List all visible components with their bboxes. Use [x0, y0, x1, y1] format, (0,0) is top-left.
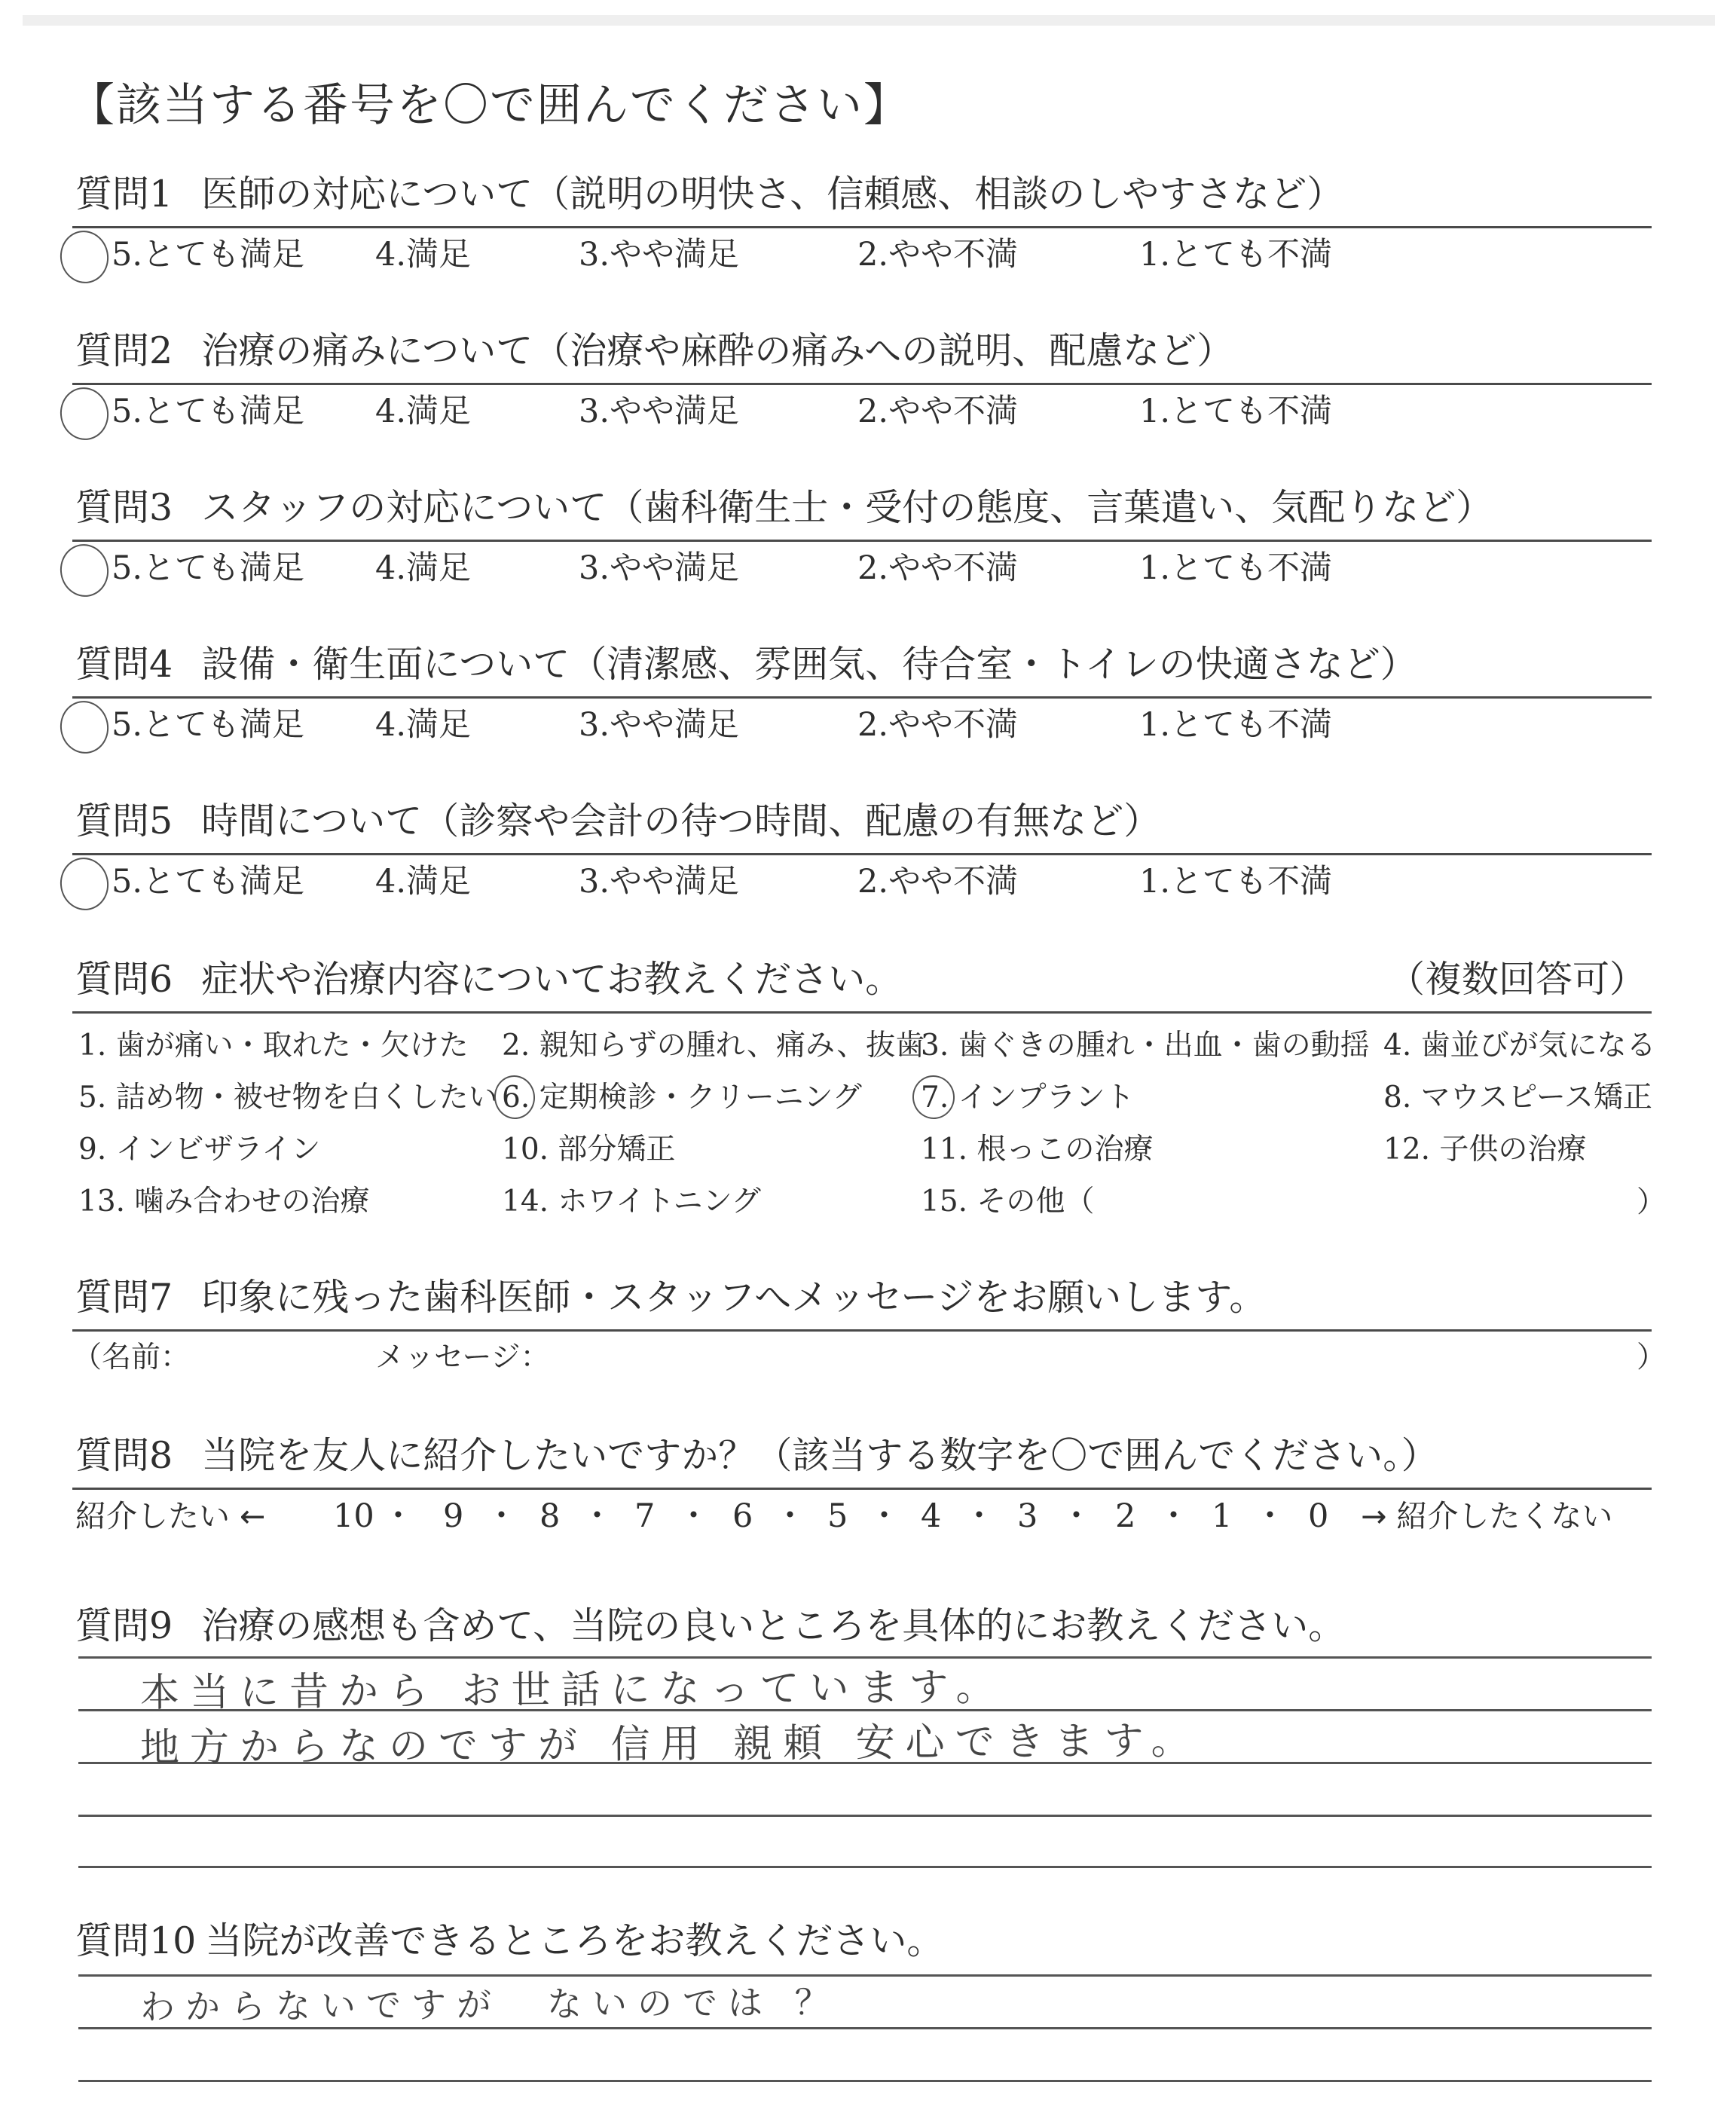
- q8-scale-9[interactable]: 9: [443, 1497, 464, 1535]
- q4-answer-circle[interactable]: [56, 697, 112, 757]
- q5-option-1[interactable]: 1.とても不満: [1139, 863, 1333, 901]
- q8-scale-separator: ・: [382, 1497, 414, 1535]
- q5-option-5[interactable]: 5.とても満足: [112, 863, 305, 901]
- q9-rule-4: [78, 1815, 1652, 1817]
- q3-rule: [72, 540, 1652, 542]
- q8-scale-separator: ・: [677, 1497, 710, 1535]
- q1-text: 医師の対応について（説明の明快さ、信頼感、相談のしやすさなど）: [201, 173, 1344, 216]
- q1-option-2[interactable]: 2.やや不満: [857, 236, 1019, 274]
- q1-option-4[interactable]: 4.満足: [375, 236, 472, 274]
- q6-option-7[interactable]: 7. インプラント: [921, 1081, 1135, 1115]
- q5-option-4[interactable]: 4.満足: [375, 863, 472, 901]
- scan-edge: [23, 15, 1715, 26]
- q3-answer-circle[interactable]: [56, 540, 112, 601]
- q5-header: [75, 799, 1160, 844]
- q4-option-2[interactable]: 2.やや不満: [857, 706, 1019, 744]
- q6-label: 質問6: [75, 958, 173, 1001]
- q3-header: [75, 485, 1493, 531]
- q8-scale-2[interactable]: 2: [1115, 1497, 1136, 1535]
- form-title: 【該当する番号を〇で囲んでください】: [69, 79, 910, 132]
- q1-rule: [72, 226, 1652, 228]
- q9-answer-line-2[interactable]: 地方からなのですが 信用 親頼 安心できます。: [139, 1718, 1201, 1771]
- q5-rule: [72, 853, 1652, 855]
- q8-scale-1[interactable]: 1: [1212, 1497, 1233, 1535]
- q8-scale-10[interactable]: 10: [333, 1497, 374, 1535]
- q2-header: [75, 329, 1233, 374]
- q4-option-5[interactable]: 5.とても満足: [112, 706, 305, 744]
- q4-rule: [72, 696, 1652, 699]
- q6-option-13[interactable]: 13. 噛み合わせの治療: [78, 1185, 370, 1219]
- q8-scale-0[interactable]: 0: [1308, 1497, 1329, 1535]
- q1-option-1[interactable]: 1.とても不満: [1139, 236, 1333, 274]
- q5-label: 質問5: [75, 800, 173, 842]
- q3-option-5[interactable]: 5.とても満足: [112, 549, 305, 587]
- q3-option-1[interactable]: 1.とても不満: [1139, 549, 1333, 587]
- q2-answer-circle[interactable]: [56, 384, 112, 444]
- q6-option-4[interactable]: 4. 歯並びが気になる: [1383, 1029, 1656, 1063]
- q8-scale-separator: ・: [1060, 1497, 1093, 1535]
- q2-option-2[interactable]: 2.やや不満: [857, 393, 1019, 430]
- q4-option-4[interactable]: 4.満足: [375, 706, 472, 744]
- q9-label: 質問9: [75, 1604, 173, 1647]
- q8-scale-separator: ・: [581, 1497, 613, 1535]
- q6-option-12[interactable]: 12. 子供の治療: [1383, 1133, 1587, 1167]
- q4-label: 質問4: [75, 643, 173, 686]
- q9-header: [75, 1604, 1345, 1649]
- q1-header: [75, 172, 1343, 217]
- q8-scale-7[interactable]: 7: [634, 1497, 656, 1535]
- q7-rule: [72, 1329, 1652, 1332]
- q8-label: 質問8: [75, 1434, 173, 1477]
- q6-option-8[interactable]: 8. マウスピース矯正: [1383, 1081, 1652, 1115]
- q10-text: 当院が改善できるところをお教えください。: [205, 1919, 944, 1962]
- q9-rule-5: [78, 1866, 1652, 1868]
- q2-option-3[interactable]: 3.やや満足: [579, 393, 740, 430]
- q7-close: ）: [1637, 1341, 1667, 1375]
- q8-scale-separator: ・: [1157, 1497, 1190, 1535]
- q9-text: 治療の感想も含めて、当院の良いところを具体的にお教えください。: [201, 1604, 1346, 1647]
- q8-header: [75, 1433, 1438, 1479]
- q2-label: 質問2: [75, 329, 173, 372]
- q2-option-4[interactable]: 4.満足: [375, 393, 472, 430]
- q6-option-10[interactable]: 10. 部分矯正: [502, 1133, 676, 1167]
- q9-answer-line-1[interactable]: 本当に昔から お世話になっています。: [139, 1664, 1006, 1717]
- q8-left-label: 紹介したい ←: [75, 1498, 266, 1534]
- q7-message-label: メッセージ：: [375, 1341, 550, 1375]
- q3-option-4[interactable]: 4.満足: [375, 549, 472, 587]
- q2-option-1[interactable]: 1.とても不満: [1139, 393, 1333, 430]
- q1-option-3[interactable]: 3.やや満足: [579, 236, 740, 274]
- q4-option-3[interactable]: 3.やや満足: [579, 706, 740, 744]
- q3-option-3[interactable]: 3.やや満足: [579, 549, 740, 587]
- q6-option-3[interactable]: 3. 歯ぐきの腫れ・出血・歯の動揺: [921, 1029, 1370, 1063]
- q7-header: [75, 1275, 1266, 1320]
- q8-text: 当院を友人に紹介したいですか？（該当する数字を〇で囲んでください。）: [201, 1434, 1438, 1477]
- q6-option-6[interactable]: 6. 定期検診・クリーニング: [502, 1081, 862, 1115]
- q8-scale-separator: ・: [774, 1497, 806, 1535]
- q6-rule: [72, 1011, 1652, 1014]
- q10-header: [75, 1919, 943, 1964]
- q6-option-1[interactable]: 1. 歯が痛い・取れた・欠けた: [78, 1029, 469, 1063]
- q10-answer[interactable]: わからないですが ないのでは ？: [139, 1981, 840, 2028]
- q8-scale-3[interactable]: 3: [1017, 1497, 1038, 1535]
- q10-rule-1: [78, 1974, 1652, 1977]
- q2-rule: [72, 383, 1652, 385]
- q5-option-2[interactable]: 2.やや不満: [857, 863, 1019, 901]
- q8-scale-4[interactable]: 4: [921, 1497, 942, 1535]
- q6-option-15[interactable]: 15. その他（: [921, 1185, 1095, 1219]
- q1-answer-circle[interactable]: [56, 227, 112, 287]
- q1-label: 質問1: [75, 173, 173, 216]
- q8-scale-separator: ・: [963, 1497, 995, 1535]
- q5-option-3[interactable]: 3.やや満足: [579, 863, 740, 901]
- q8-scale-separator: ・: [1254, 1497, 1286, 1535]
- q8-scale-8[interactable]: 8: [539, 1497, 561, 1535]
- q3-label: 質問3: [75, 486, 173, 529]
- q8-right-label: → 紹介したくない: [1361, 1498, 1613, 1534]
- q6-other-close: ）: [1637, 1185, 1667, 1219]
- q7-name-label: （名前：: [72, 1341, 191, 1375]
- q8-scale-separator: ・: [868, 1497, 900, 1535]
- q8-rule: [72, 1488, 1652, 1490]
- q6-option-14[interactable]: 14. ホワイトニング: [502, 1185, 761, 1219]
- q6-option-11[interactable]: 11. 根っこの治療: [921, 1133, 1154, 1167]
- q10-rule-3: [78, 2080, 1652, 2082]
- q6-note: （複数回答可）: [1388, 958, 1647, 1001]
- q1-option-5[interactable]: 5.とても満足: [112, 236, 305, 274]
- q8-scale-5[interactable]: 5: [827, 1497, 848, 1535]
- q2-option-5[interactable]: 5.とても満足: [112, 393, 305, 430]
- q8-scale-6[interactable]: 6: [732, 1497, 753, 1535]
- q5-text: 時間について（診察や会計の待つ時間、配慮の有無など）: [201, 800, 1161, 842]
- q5-answer-circle[interactable]: [56, 854, 112, 914]
- q6-option-2[interactable]: 2. 親知らずの腫れ、痛み、抜歯: [502, 1029, 925, 1063]
- q3-text: スタッフの対応について（歯科衛生士・受付の態度、言葉遣い、気配りなど）: [201, 486, 1493, 529]
- q7-label: 質問7: [75, 1276, 173, 1319]
- q3-option-2[interactable]: 2.やや不満: [857, 549, 1019, 587]
- q2-text: 治療の痛みについて（治療や麻酔の痛みへの説明、配慮など）: [201, 329, 1234, 372]
- q8-scale-separator: ・: [485, 1497, 518, 1535]
- q6-option-5[interactable]: 5. 詰め物・被せ物を白くしたい: [78, 1081, 498, 1115]
- q6-text: 症状や治療内容についてお教えください。: [201, 958, 903, 1001]
- q4-option-1[interactable]: 1.とても不満: [1139, 706, 1333, 744]
- q4-text: 設備・衛生面について（清潔感、雰囲気、待合室・トイレの快適さなど）: [201, 643, 1417, 686]
- q4-header: [75, 642, 1417, 687]
- q7-text: 印象に残った歯科医師・スタッフへメッセージをお願いします。: [201, 1276, 1267, 1319]
- q6-option-9[interactable]: 9. インビザライン: [78, 1133, 321, 1167]
- q10-label: 質問10: [75, 1919, 197, 1962]
- q6-header: [75, 957, 902, 1002]
